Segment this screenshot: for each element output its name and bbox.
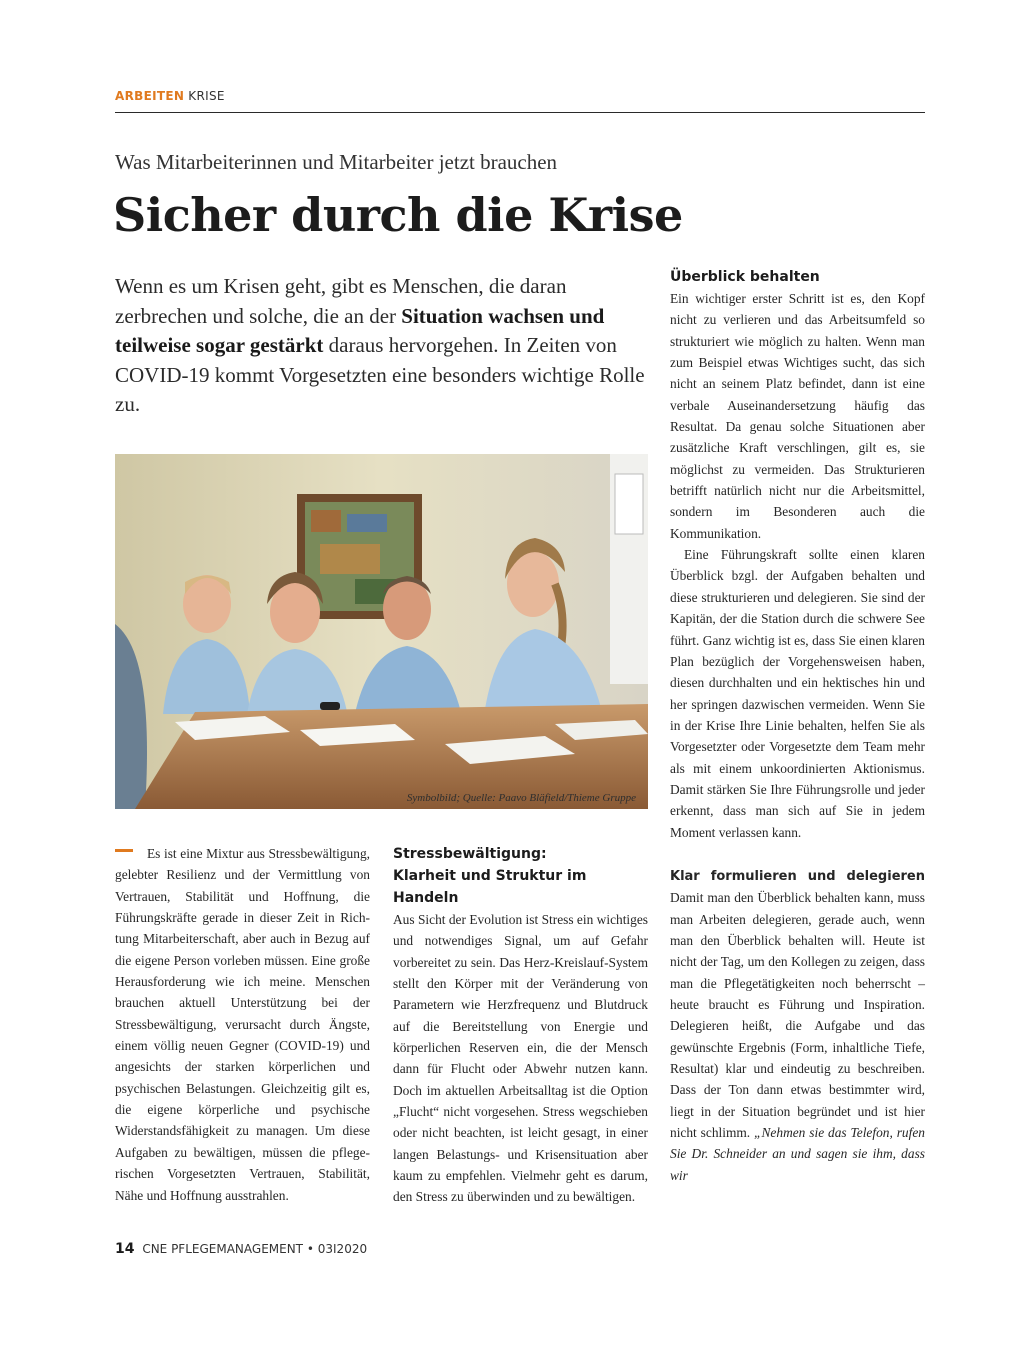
column-1-text: Es ist eine Mixtur aus Stressbewältigung, gelebter Resilienz und der Vermittlung von Vertrauen, Stabilität und Hoffnung, die Führungskräfte gerade in dieser Zeit in Richtung Mitarbeiterschaft, aber auch in Bezug auf die eigene Person vorleben müssen. Eine große Herausforderung wie ich meine. Menschen brauchen aktuell Unterstützung bei der Stressbewältigung, verursacht durch Ängste, einem völlig neuen Gegner (COVID-19) und angesichts der starken körperlichen und psychischen Belastungen. Gleichzeitig gilt es, die eigene körperliche und psychische Widerstandsfähigkeit zu managen. Um diese Aufgaben zu bewältigen, müssen die pflegerischen Vorgesetzten Vertrauen, Stabilität, Nähe und Hoffnung ausstrahlen. <box>115 846 370 1203</box>
lead-text-bold: Situation wachsen und teilweise sogar gestärkt <box>115 303 605 357</box>
body-column-2 <box>393 843 648 1208</box>
section-category: ARBEITEN <box>115 89 185 103</box>
photo-caption: Symbolbild; Quelle: Paavo Bläfield/Thieme Gruppe <box>406 792 636 804</box>
subheading-stress <box>393 843 648 909</box>
article-title: Sicher durch die Krise <box>113 188 683 242</box>
body-column-1 <box>115 843 370 1206</box>
footer-separator: • <box>306 1242 314 1256</box>
photo-scene <box>115 454 648 809</box>
article-kicker: Was Mitarbeiterinnen und Mitarbeiter jetzt brauchen <box>115 150 558 174</box>
accent-dash <box>115 849 133 852</box>
paragraph-spacer <box>670 843 925 865</box>
section-topic: KRISE <box>188 89 225 103</box>
column-3-paragraph-2: Eine Führungskraft sollte einen klaren Überblick bzgl. der Aufgaben behalten und diese strukturieren und delegieren. Sie sind der Kapitän, der die Station durch die schwere See führt. Ganz wichtig ist es, dass Sie einen klaren Plan bezüglich der Vorgehensweisen haben, diesen durchhalten und ein hektisches hin und her springen dazwischen vermeiden. Wenn Sie in der Krise Ihre Linie behalten, helfen Sie als Vorgesetzter oder Vorgesetzte dem Team mehr als mit einem unkoordinierten Aktionismus. Damit stärken Sie Ihre Führungsrolle und jeder erkennt, dass man sich auf Sie in jedem Moment verlassen kann. <box>670 547 925 840</box>
issue-number: 03I2020 <box>317 1242 368 1256</box>
article-lead <box>115 272 655 420</box>
column-3-paragraph-3: Damit man den Überblick behalten kann, muss man Arbeiten delegieren, gerade auch, wenn man den Überblick behalten will. Heute ist nicht der Tag, um den Kollegen zu zeigen, dass man die Pflegetätigkeiten noch beherrscht – heute braucht es Führung und Inspiration. Delegieren heißt, die Aufgabe und das gewünschte Ergebnis (Form, inhaltliche Tiefe, Resultat) klar und eindeutig zu beschreiben. Dass der Ton dann etwas bestimmter wird, liegt in der Situation begründet und ist hier nicht schlimm. <box>670 890 925 1141</box>
lead-text-end: daraus hervorgehen. In Zeiten von COVID-19 kommt Vorgesetzten eine besonders wichtige Rolle zu. <box>115 333 645 416</box>
publication-name: CNE PFLEGEMANAGEMENT <box>142 1242 304 1256</box>
lead-text-start: Wenn es um Krisen geht, gibt es Menschen, die daran zerbrechen und solche, die an der <box>115 274 567 328</box>
column-2-text: Aus Sicht der Evolution ist Stress ein wichtiges und notwendiges Signal, um auf Gefahr vorbereitet zu sein. Das Herz-Kreislauf-System stellt den Körper mit der Veränderung von Parametern wie Herzfrequenz und Blutdruck auf die Bereitstellung von Energie und körperlichen Reserven ein, die der Mensch dann für Flucht oder Abwehr nutzen kann. Doch im aktuellen Arbeitsalltag ist die Option „Flucht“ nicht vorgesehen. Stress wegschieben oder nicht beachten, ist leicht gesagt, in einer langen Belastungs- und Krisensituation aber kaum zu empfehlen. Vielmehr geht es darum, den Stress zu überwinden und zu bewältigen. <box>393 912 648 1205</box>
column-3-quote: „Nehmen sie das Telefon, rufen Sie Dr. Schneider an und sagen sie ihm, dass wir <box>670 1125 925 1183</box>
article-photo <box>115 454 648 809</box>
header-rule <box>115 112 925 113</box>
page-footer <box>115 1241 367 1257</box>
runin-heading: Klar formulieren und delegieren <box>670 868 925 884</box>
page-number: 14 <box>115 1241 135 1257</box>
subheading-stress-line2: Klarheit und Struktur im Handeln <box>393 868 587 906</box>
column-3-paragraph-1: Ein wichtiger erster Schritt ist es, den Kopf nicht zu verlieren und das Arbeitsumfeld so strukturiert wie möglich zu halten. Wenn man zum Beispiel etwas Wichtiges sucht, das sich nicht an seinem Platz befindet, dann ist eine verbale Auseinandersetzung häufig das Resultat. Da genau solche Situationen aber zusätzliche Kraft verschlingen, gilt es, sie möglichst zu vermeiden. Das Strukturieren betrifft natürlich nicht nur die Arbeitsmittel, sondern im Besonderen auch die Kommunikation. <box>670 291 925 541</box>
subheading-overview: Überblick behalten <box>670 269 820 285</box>
body-column-3 <box>670 266 925 1186</box>
subheading-stress-line1: Stressbewältigung: <box>393 846 547 862</box>
section-tag <box>115 89 225 103</box>
